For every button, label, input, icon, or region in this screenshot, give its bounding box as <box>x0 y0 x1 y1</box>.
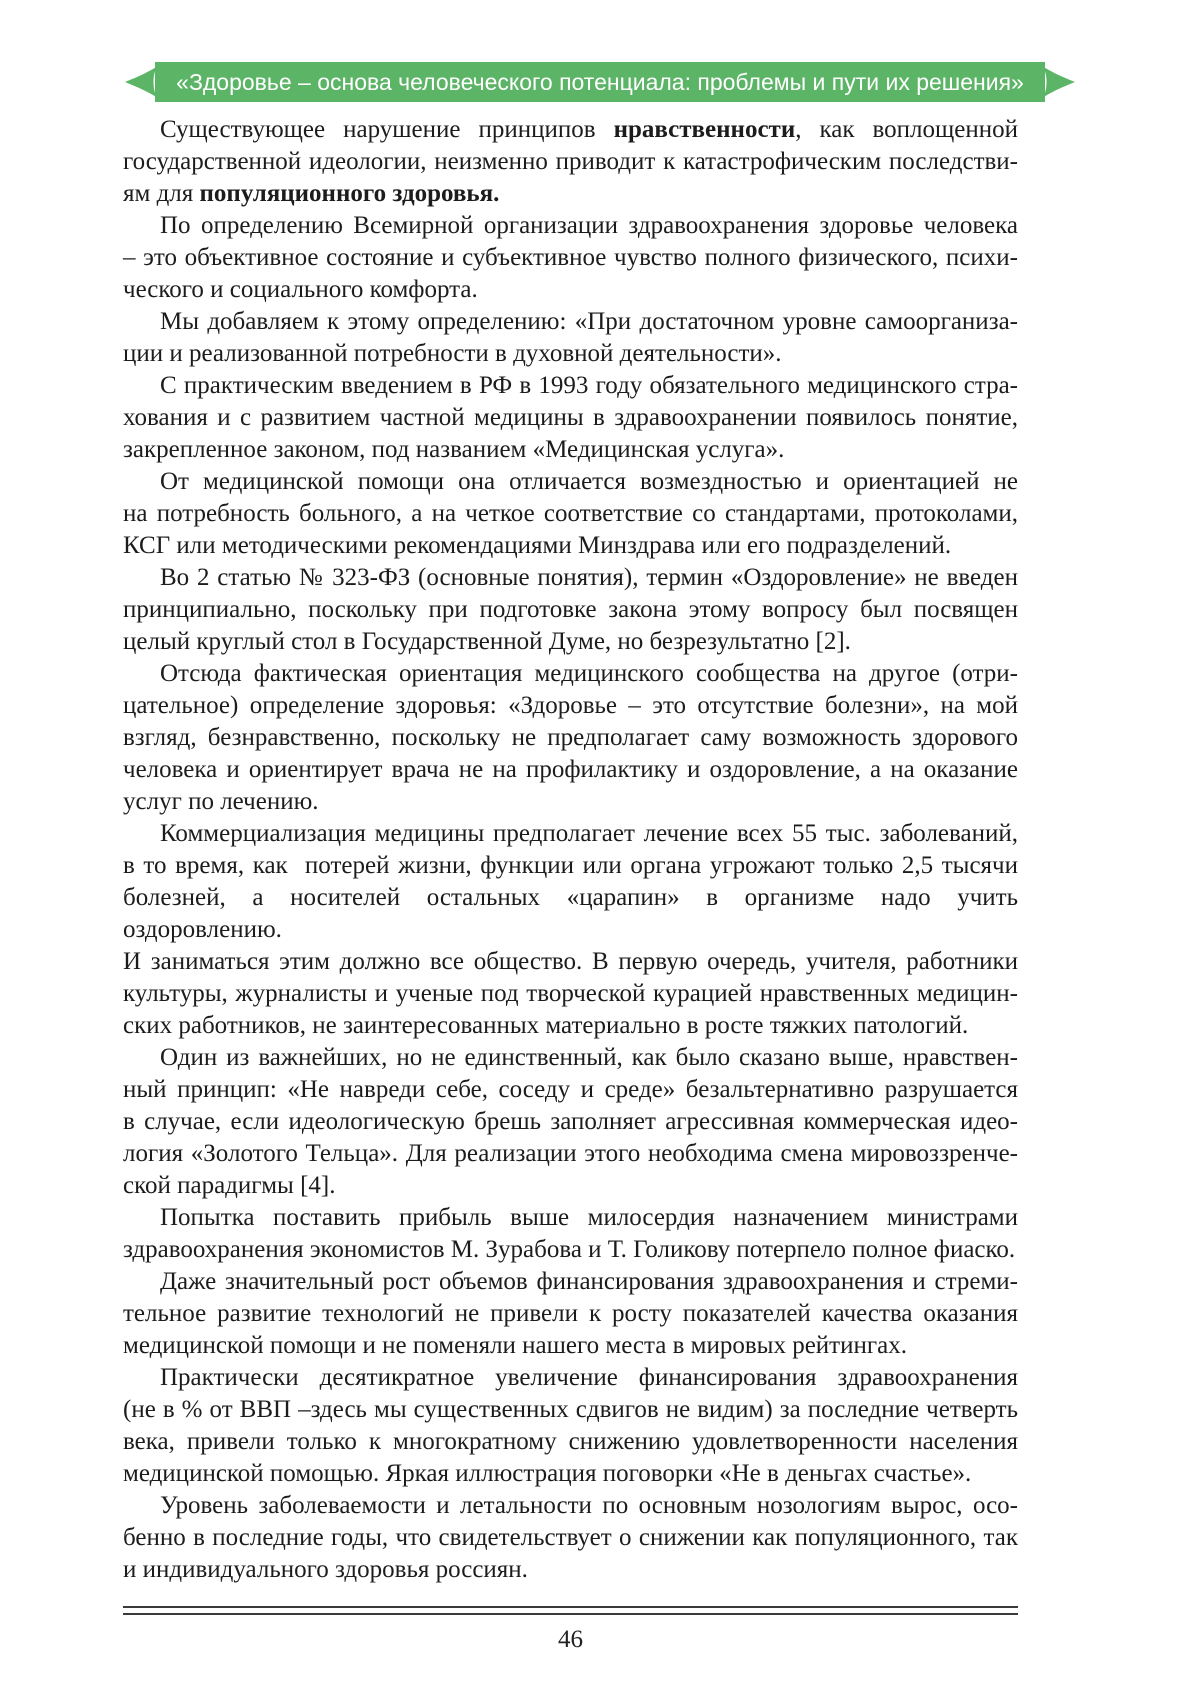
text-run: взгляд, безнравственно, поскольку не предполагает саму возможность здорового <box>123 724 1018 751</box>
text-line <box>123 1298 1018 1330</box>
text-line <box>123 1362 1018 1394</box>
text-line <box>123 626 1018 658</box>
text-run: ских работников, не заинтересованных материально в росте тяжких патологий. <box>123 1012 969 1039</box>
text-line <box>123 1330 1018 1362</box>
text-line <box>123 370 1018 402</box>
text-run: ческого и социального комфорта. <box>123 276 478 303</box>
paragraph <box>123 114 1018 210</box>
text-run: болезней, а носителей остальных «царапин» в организме надо учить оздоровлению. <box>123 884 1018 943</box>
paragraph <box>123 1490 1018 1586</box>
text-run: века, привели только к многократному снижению удовлетворенности населения <box>123 1428 1018 1455</box>
text-run: И заниматься этим должно все общество. В первую очередь, учителя, работники <box>123 948 1018 975</box>
text-run: КСГ или методическими рекомендациями Минздрава или его подразделений. <box>123 532 952 559</box>
text-run: здравоохранения экономистов М. Зурабова и Т. Голикову потерпело полное фиаско. <box>123 1236 1016 1263</box>
ribbon-right-tail-icon <box>1042 66 1075 98</box>
footer-divider <box>123 1606 1018 1615</box>
text-run: Даже значительный рост объемов финансирования здравоохранения и стреми- <box>160 1268 1018 1295</box>
text-line <box>123 722 1018 754</box>
text-run: Коммерциализация медицины предполагает лечение всех 55 тыс. заболеваний, <box>160 820 1018 847</box>
text-run: , как воплощенной <box>795 116 1018 143</box>
paragraph <box>123 306 1018 370</box>
text-line <box>123 306 1018 338</box>
paragraph <box>123 1266 1018 1362</box>
text-run: Мы добавляем к этому определению: «При достаточном уровне самоорганиза- <box>160 308 1018 335</box>
page-header-title: «Здоровье – основа человеческого потенциала: проблемы и пути их решения» <box>176 68 1024 95</box>
text-line <box>123 1074 1018 1106</box>
text-run: государственной идеологии, неизменно приводит к катастрофическим последстви- <box>123 148 1018 175</box>
text-line <box>123 946 1018 978</box>
text-run: (не в % от ВВП –здесь мы существенных сдвигов не видим) за последние четверть <box>123 1396 1018 1423</box>
text-run: ской парадигмы [4]. <box>123 1172 336 1199</box>
text-run: Существующее нарушение принципов <box>160 116 614 143</box>
text-line <box>123 818 1018 850</box>
text-run: хования и с развитием частной медицины в здравоохранении появилось понятие, <box>123 404 1018 431</box>
text-run: услуг по лечению. <box>123 788 319 815</box>
text-line <box>123 146 1018 178</box>
text-line <box>123 978 1018 1010</box>
text-line <box>123 1138 1018 1170</box>
text-run: цательное) определение здоровья: «Здоровье – это отсутствие болезни», на мой <box>123 692 1018 719</box>
page-header-banner <box>125 62 1075 102</box>
text-run: Уровень заболеваемости и летальности по основным нозологиям вырос, осо- <box>160 1492 1018 1519</box>
text-run: в случае, если идеологическую брешь заполняет агрессивная коммерческая идео- <box>123 1108 1018 1135</box>
text-run: в то время, как потерей жизни, функции или органа угрожают только 2,5 тысячи <box>123 852 1018 879</box>
text-run: медицинской помощью. Яркая иллюстрация поговорки «Не в деньгах счастье». <box>123 1460 972 1487</box>
text-line <box>123 562 1018 594</box>
text-run: на потребность больного, а на четкое соответствие со стандартами, протоколами, <box>123 500 1018 527</box>
text-line <box>123 1490 1018 1522</box>
text-run: тельное развитие технологий не привели к росту показателей качества оказания <box>123 1300 1018 1327</box>
text-run: – это объективное состояние и субъективное чувство полного физического, психи- <box>123 244 1018 271</box>
text-run: культуры, журналисты и ученые под творческой курацией нравственных медицин- <box>123 980 1018 1007</box>
text-line <box>123 402 1018 434</box>
body-text <box>123 114 1018 1586</box>
ribbon-left-tail-icon <box>125 66 158 98</box>
text-run: бенно в последние годы, что свидетельствует о снижении как популяционного, так <box>123 1524 1018 1551</box>
text-run: Попытка поставить прибыль выше милосердия назначением министрами <box>160 1204 1018 1231</box>
text-line <box>123 242 1018 274</box>
text-line <box>123 1458 1018 1490</box>
paragraph <box>123 1362 1018 1490</box>
text-run: Во 2 статью № 323-ФЗ (основные понятия), термин «Оздоровление» не введен <box>160 564 1018 591</box>
text-line <box>123 1106 1018 1138</box>
text-line <box>123 1010 1018 1042</box>
text-line <box>123 1202 1018 1234</box>
text-line <box>123 1394 1018 1426</box>
text-line <box>123 434 1018 466</box>
text-line <box>123 882 1018 946</box>
text-line <box>123 690 1018 722</box>
text-run: целый круглый стол в Государственной Думе, но безрезультатно [2]. <box>123 628 851 655</box>
paragraph <box>123 1202 1018 1266</box>
text-line <box>123 594 1018 626</box>
paragraph <box>123 658 1018 818</box>
text-line <box>123 850 1018 882</box>
text-run: По определению Всемирной организации здравоохранения здоровье человека <box>160 212 1018 239</box>
text-line <box>123 274 1018 306</box>
text-line <box>123 498 1018 530</box>
text-line <box>123 786 1018 818</box>
text-line <box>123 658 1018 690</box>
text-run: С практическим введением в РФ в 1993 году обязательного медицинского стра- <box>160 372 1018 399</box>
bold-text-run: популяционного здоровья. <box>199 180 500 207</box>
text-line <box>123 1234 1018 1266</box>
text-line <box>123 530 1018 562</box>
text-line <box>123 338 1018 370</box>
text-line <box>123 1522 1018 1554</box>
text-run: медицинской помощи и не поменяли нашего места в мировых рейтингах. <box>123 1332 907 1359</box>
text-line <box>123 1170 1018 1202</box>
text-run: Практически десятикратное увеличение финансирования здравоохранения <box>160 1364 1018 1391</box>
text-line <box>123 114 1018 146</box>
text-line <box>123 754 1018 786</box>
text-run: логия «Золотого Тельца». Для реализации этого необходима смена мировоззренче- <box>123 1140 1018 1167</box>
bold-text-run: нравственности <box>613 116 796 143</box>
text-line <box>123 1554 1018 1586</box>
text-line <box>123 178 1018 210</box>
text-run: закрепленное законом, под названием «Медицинская услуга». <box>123 436 785 463</box>
paragraph <box>123 1042 1018 1202</box>
text-run: От медицинской помощи она отличается возмездностью и ориентацией не <box>160 468 1018 495</box>
paragraph <box>123 562 1018 658</box>
text-run: Один из важнейших, но не единственный, как было сказано выше, нравствен- <box>160 1044 1018 1071</box>
paragraph <box>123 818 1018 1042</box>
text-run: человека и ориентирует врача не на профилактику и оздоровление, а на оказание <box>123 756 1018 783</box>
text-line <box>123 210 1018 242</box>
text-run: ции и реализованной потребности в духовной деятельности». <box>123 340 782 367</box>
text-line <box>123 1426 1018 1458</box>
paragraph <box>123 370 1018 466</box>
text-line <box>123 1042 1018 1074</box>
text-run: и индивидуального здоровья россиян. <box>123 1556 528 1583</box>
text-run: ный принцип: «Не навреди себе, соседу и среде» безальтернативно разрушается <box>123 1076 1018 1103</box>
text-run: Отсюда фактическая ориентация медицинского сообщества на другое (отри- <box>160 660 1018 687</box>
text-line <box>123 466 1018 498</box>
paragraph <box>123 466 1018 562</box>
paragraph <box>123 210 1018 306</box>
page-number: 46 <box>558 1626 583 1653</box>
text-run: ям для <box>123 180 200 207</box>
text-run: принципиально, поскольку при подготовке закона этому вопросу был посвящен <box>123 596 1018 623</box>
text-line <box>123 1266 1018 1298</box>
